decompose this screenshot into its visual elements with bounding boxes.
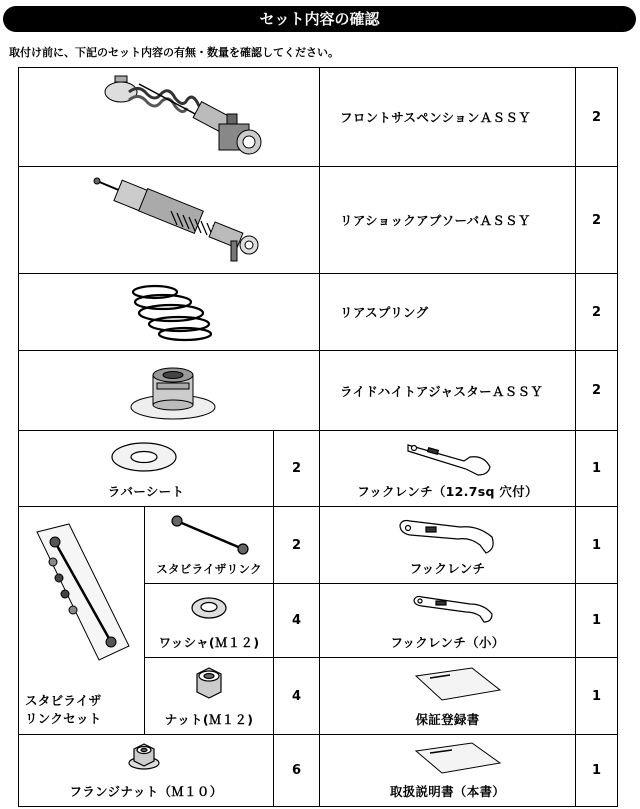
hook-wrench-name: フックレンチ: [409, 561, 486, 576]
table-row: [19, 431, 618, 507]
nut-illustration: [191, 664, 227, 702]
stabilizer-link-illustration: [169, 513, 253, 557]
washer-qty: 4: [274, 584, 320, 658]
flange-nut-illustration: [127, 741, 161, 771]
table-row: [19, 735, 618, 807]
flange-nut-cell: [19, 735, 274, 807]
warranty-name: 保証登録書: [415, 712, 480, 727]
hook-wrench-illustration: [396, 515, 500, 557]
hook-wrench-cell: [320, 507, 576, 584]
rear-shock-illustration: [91, 175, 271, 267]
rear-shock-qty: 2: [576, 167, 618, 274]
table-row: [19, 167, 618, 274]
parts-table: [18, 67, 618, 807]
rubber-seat-cell: [19, 431, 274, 507]
manual-document-illustration: [412, 741, 504, 775]
table-row: [19, 274, 618, 351]
hook-wrench-small-qty: 1: [576, 584, 618, 658]
front-suspension-image-cell: [19, 68, 320, 167]
front-suspension-qty: 2: [576, 68, 618, 167]
stabilizer-link-set-cell: [19, 507, 145, 735]
hook-wrench-small-illustration: [410, 592, 496, 624]
nut-cell: [145, 658, 274, 735]
flange-nut-name: フランジナット（Ｍ１０）: [69, 784, 223, 799]
table-row: [19, 68, 618, 167]
stabilizer-link-set-name: スタビライザ リンクセット: [25, 693, 102, 726]
front-suspension-name: フロントサスペンションＡＳＳＹ: [320, 68, 576, 167]
manual-qty: 1: [576, 735, 618, 807]
rubber-seat-illustration: [109, 439, 179, 475]
hook-wrench-127-name: フックレンチ（12.7sq 穴付）: [357, 484, 538, 499]
ride-height-image-cell: [19, 351, 320, 431]
hook-wrench-small-name: フックレンチ（小）: [390, 635, 505, 650]
nut-name: ナット(Ｍ１２): [164, 712, 254, 727]
hook-wrench-qty: 1: [576, 507, 618, 584]
hook-wrench-small-cell: [320, 584, 576, 658]
rear-shock-name: リアショックアブソーバＡＳＳＹ: [320, 167, 576, 274]
hook-wrench-127-illustration: [404, 439, 494, 479]
flange-nut-qty: 6: [274, 735, 320, 807]
stabilizer-link-set-illustration: [29, 518, 137, 666]
rubber-seat-name: ラバーシート: [107, 484, 185, 499]
nut-qty: 4: [274, 658, 320, 735]
stabilizer-link-cell: [145, 507, 274, 584]
table-row: [19, 507, 618, 584]
instruction-text: 取付け前に、下記のセット内容の有無・数量を確認してください。: [9, 46, 339, 59]
rear-spring-image-cell: [19, 274, 320, 351]
rear-spring-qty: 2: [576, 274, 618, 351]
front-suspension-illustration: [99, 70, 269, 165]
manual-cell: [320, 735, 576, 807]
washer-name: ワッシャ(Ｍ１２): [158, 635, 260, 650]
ride-height-adjuster-illustration: [127, 357, 219, 425]
rear-shock-image-cell: [19, 167, 320, 274]
hook-wrench-127-cell: [320, 431, 576, 507]
rubber-seat-qty: 2: [274, 431, 320, 507]
stabilizer-link-qty: 2: [274, 507, 320, 584]
warranty-qty: 1: [576, 658, 618, 735]
manual-name: 取扱説明書（本書）: [389, 784, 506, 799]
warranty-cell: [320, 658, 576, 735]
section-title: セット内容の確認: [3, 6, 636, 32]
ride-height-qty: 2: [576, 351, 618, 431]
washer-illustration: [189, 594, 229, 622]
rear-spring-illustration: [123, 284, 219, 342]
washer-cell: [145, 584, 274, 658]
table-row: [19, 351, 618, 431]
stabilizer-link-name: スタビライザリンク: [156, 562, 262, 576]
rear-spring-name: リアスプリング: [320, 274, 576, 351]
warranty-document-illustration: [412, 666, 504, 702]
hook-wrench-127-qty: 1: [576, 431, 618, 507]
ride-height-name: ライドハイトアジャスターＡＳＳＹ: [320, 351, 576, 431]
